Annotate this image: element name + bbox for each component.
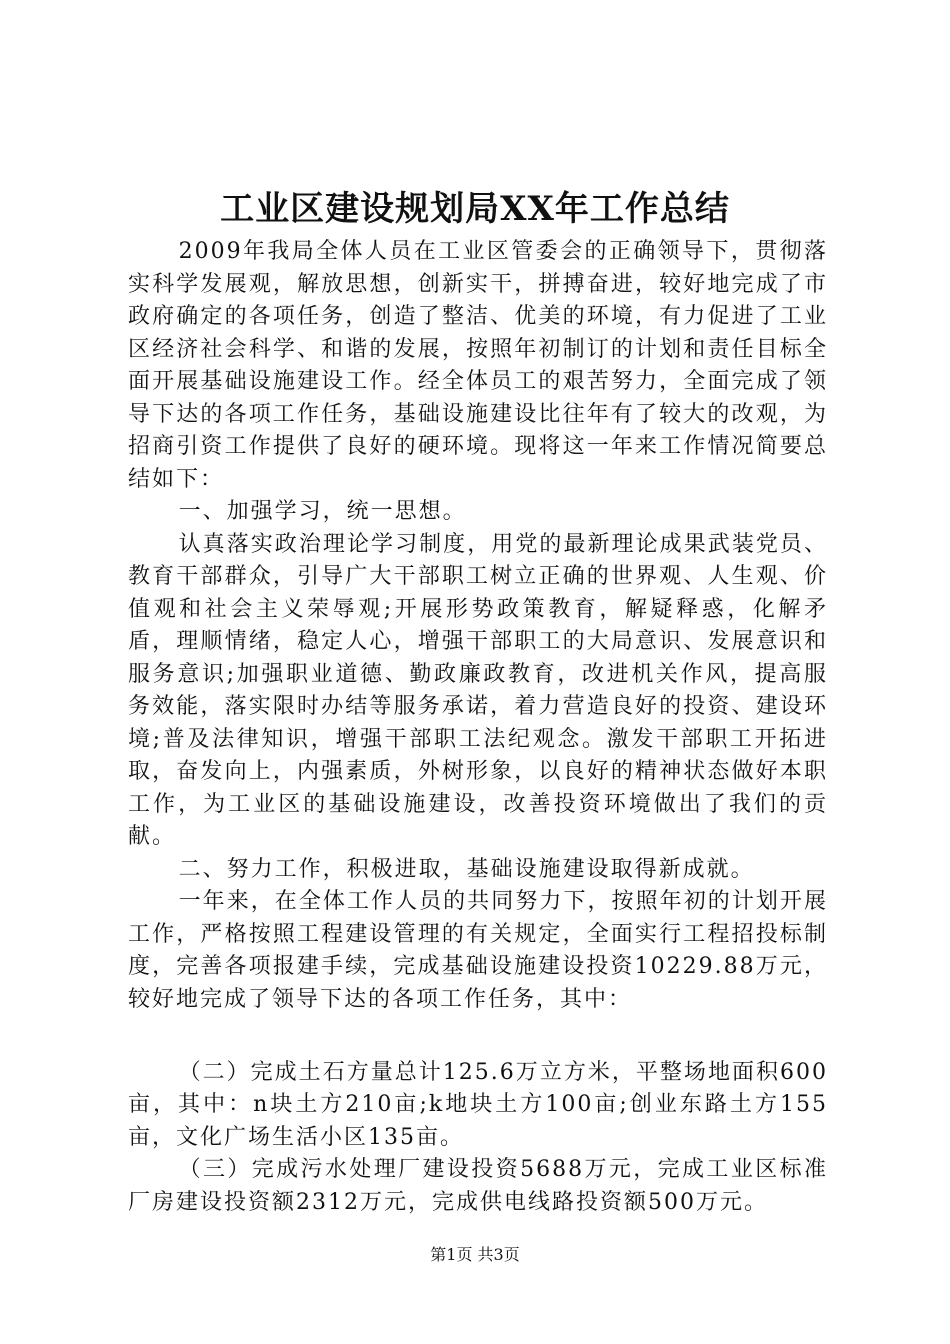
document-body [128, 236, 828, 1219]
section-heading-2: 二、努力工作，积极进取，基础设施建设取得新成就。 [178, 856, 755, 882]
paragraph-item-2: （二）完成土石方量总计125.6万立方米，平整场地面积600亩，其中：n块土方210亩;k地块土方100亩;创业东路土方155亩，文化广场生活小区135亩。 [128, 1059, 828, 1150]
paragraph-item-3: （三）完成污水处理厂建设投资5688万元，完成工业区标准厂房建设投资额2312万元，完成供电线路投资额500万元。 [128, 1157, 828, 1215]
blank-line [128, 1016, 828, 1049]
page-indicator: 第1页 共3页 [430, 1245, 520, 1264]
paragraph-work: 一年来，在全体工作人员的共同努力下，按照年初的计划开展工作，严格按照工程建设管理的有关规定，全面实行工程招投标制度，完善各项报建手续，完成基础设施建设投资10229.88万元，较好地完成了领导下达的各项工作任务，其中： [128, 889, 828, 1012]
page-title: 工业区建设规划局XX年工作总结 [220, 189, 730, 229]
paragraph-intro: 2009年我局全体人员在工业区管委会的正确领导下，贯彻落实科学发展观，解放思想，创新实干，拼搏奋进，较好地完成了市政府确定的各项任务，创造了整洁、优美的环境，有力促进了工业区经济社会科学、和谐的发展，按照年初制订的计划和责任目标全面开展基础设施建设工作。经全体员工的艰苦努力，全面完成了领导下达的各项工作任务，基础设施建设比往年有了较大的改观，为招商引资工作提供了良好的硬环境。现将这一年来工作情况简要总结如下： [128, 239, 828, 492]
section-heading-1: 一、加强学习，统一思想。 [178, 499, 467, 524]
paragraph-study: 认真落实政治理论学习制度，用党的最新理论成果武装党员、教育干部群众，引导广大干部职工树立正确的世界观、人生观、价值观和社会主义荣辱观;开展形势政策教育，解疑释惑，化解矛盾，理顺情绪，稳定人心，增强干部职工的大局意识、发展意识和服务意识;加强职业道德、勤政廉政教育，改进机关作风，提高服务效能，落实限时办结等服务承诺，着力营造良好的投资、建设环境;普及法律知识，增强干部职工法纪观念。激发干部职工开拓进取，奋发向上，内强素质，外树形象，以良好的精神状态做好本职工作，为工业区的基础设施建设，改善投资环境做出了我们的贡献。 [128, 531, 828, 849]
